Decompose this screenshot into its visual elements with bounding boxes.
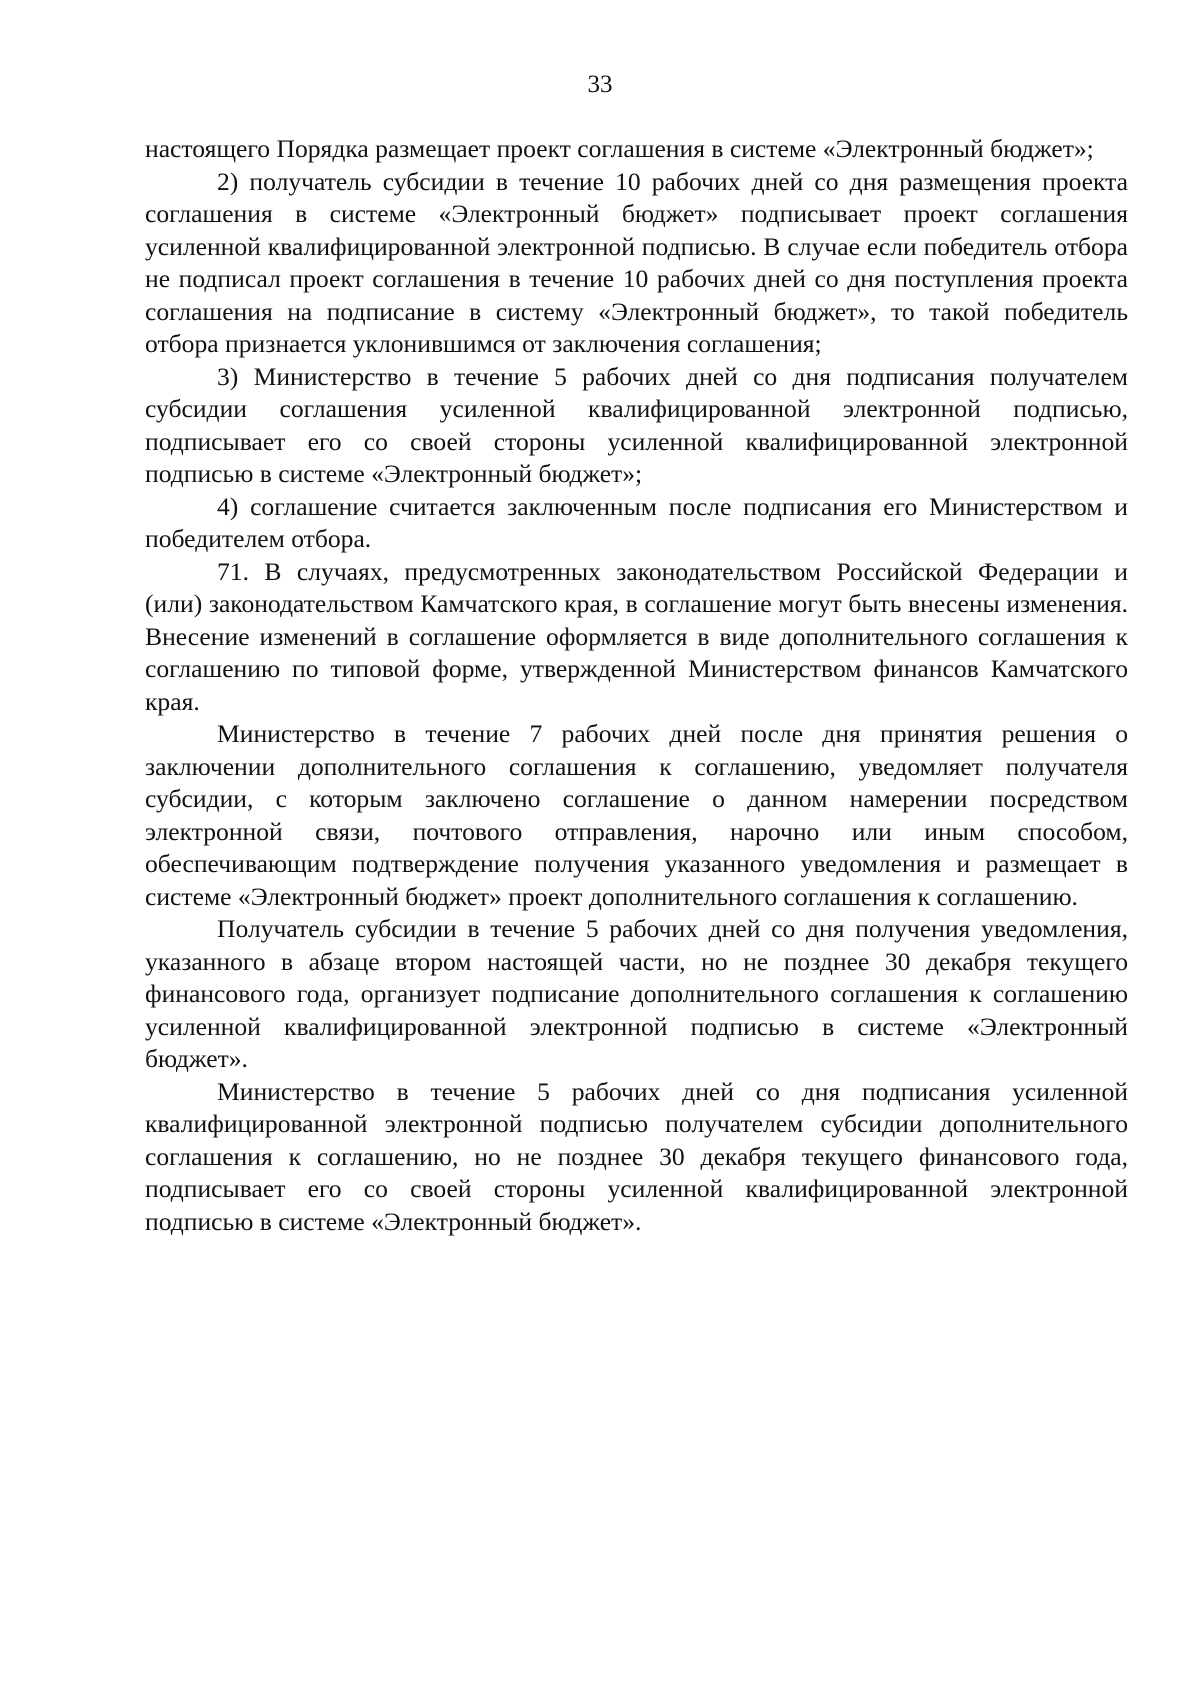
paragraph-ministry-notice: Министерство в течение 7 рабочих дней после дня принятия решения о заключении дополнительного соглашения к соглашению, уведомляет получателя субсидии, с которым заключено соглашение о данном намерении посредством электронной связи, почтового отправления, нарочно или иным способом, обеспечивающим подтверждение получения указанного уведомления и размещает в системе «Электронный бюджет» проект дополнительного соглашения к соглашению. bbox=[145, 719, 1128, 911]
paragraph-item-2: 2) получатель субсидии в течение 10 рабочих дней со дня размещения проекта соглашения в системе «Электронный бюджет» подписывает проект соглашения усиленной квалифицированной электронной подписью. В случае если победитель отбора не подписал проект соглашения в течение 10 рабочих дней со дня поступления проекта соглашения на подписание в систему «Электронный бюджет», то такой победитель отбора признается уклонившимся от заключения соглашения; bbox=[145, 166, 1128, 358]
paragraph-item-3: 3) Министерство в течение 5 рабочих дней со дня подписания получателем субсидии соглашения усиленной квалифицированной электронной подписью, подписывает его со своей стороны усиленной квалифицированной электронной подписью в системе «Электронный бюджет»; bbox=[145, 361, 1128, 488]
paragraph-section-71: 71. В случаях, предусмотренных законодательством Российской Федерации и (или) законодательством Камчатского края, в соглашение могут быть внесены изменения. Внесение изменений в соглашение оформляется в виде дополнительного соглашения к соглашению по типовой форме, утвержденной Министерством финансов Камчатского края. bbox=[145, 556, 1128, 716]
paragraph-ministry-signing: Министерство в течение 5 рабочих дней со дня подписания усиленной квалифицированной электронной подписью получателем субсидии дополнительного соглашения к соглашению, но не позднее 30 декабря текущего финансового года, подписывает его со своей стороны усиленной квалифицированной электронной подписью в системе «Электронный бюджет». bbox=[145, 1076, 1128, 1236]
paragraph-item-4: 4) соглашение считается заключенным после подписания его Министерством и победителем отбора. bbox=[145, 491, 1128, 553]
document-body bbox=[145, 133, 1128, 1238]
paragraph-recipient-signing: Получатель субсидии в течение 5 рабочих дней со дня получения уведомления, указанного в абзаце втором настоящей части, но не позднее 30 декабря текущего финансового года, организует подписание дополнительного соглашения к соглашению усиленной квалифицированной электронной подписью в системе «Электронный бюджет». bbox=[145, 914, 1128, 1073]
paragraph-continuation: настоящего Порядка размещает проект соглашения в системе «Электронный бюджет»; bbox=[145, 134, 1094, 163]
page-number: 33 bbox=[587, 71, 613, 98]
